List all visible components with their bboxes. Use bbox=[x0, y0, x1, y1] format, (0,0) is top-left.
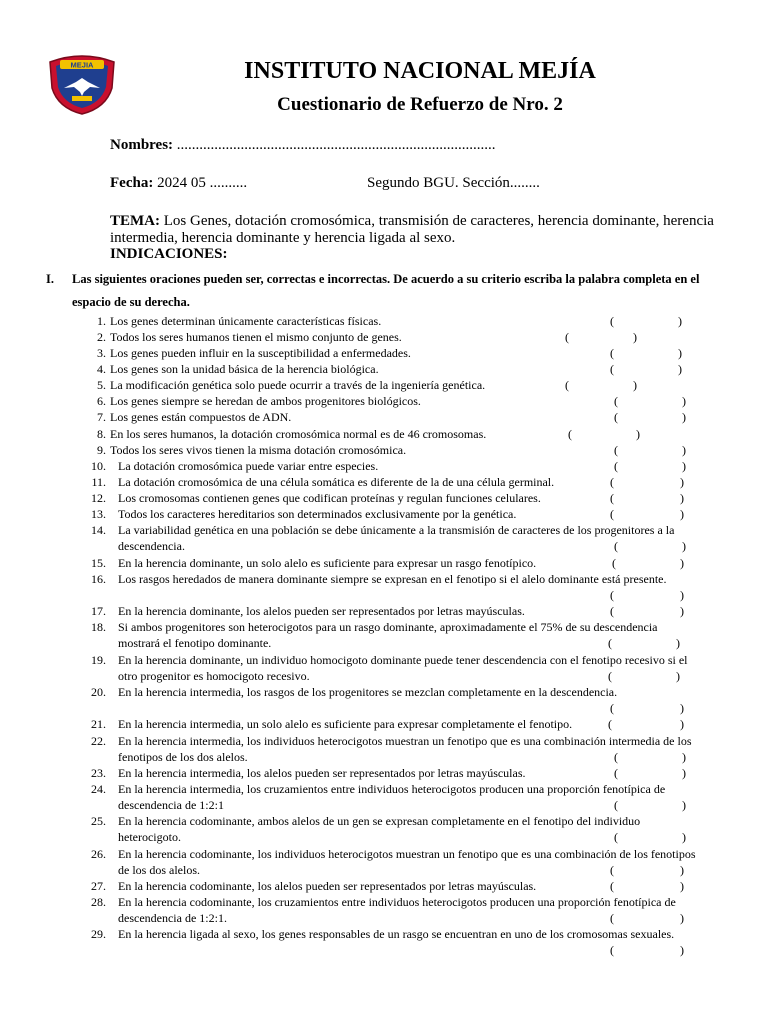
answer-close-paren: ) bbox=[682, 394, 686, 408]
answer-open-paren: ( bbox=[610, 588, 614, 602]
question-text: Los genes pueden influir en la susceptibilidad a enfermedades. bbox=[110, 346, 411, 360]
question-number: 20. bbox=[91, 685, 106, 699]
answer-close-paren: ) bbox=[682, 750, 686, 764]
answer-open-paren: ( bbox=[614, 410, 618, 424]
answer-close-paren: ) bbox=[680, 507, 684, 521]
answer-close-paren: ) bbox=[680, 879, 684, 893]
question-text: En la herencia codominante, ambos alelos de un gen se expresan completamente en el fenotipo del individuo heterocigoto. bbox=[118, 814, 641, 844]
question-item bbox=[78, 733, 698, 765]
question-text: En la herencia dominante, los alelos pueden ser representados por letras mayúsculas. bbox=[118, 604, 525, 618]
tema-label: TEMA: bbox=[110, 213, 160, 229]
answer-close-paren: ) bbox=[676, 669, 680, 683]
question-text: Los rasgos heredados de manera dominante siempre se expresan en el fenotipo si el alelo dominante está presente. bbox=[118, 572, 667, 586]
question-number: 8. bbox=[97, 427, 106, 441]
answer-open-paren: ( bbox=[612, 556, 616, 570]
question-number: 12. bbox=[91, 491, 106, 505]
answer-close-paren: ) bbox=[682, 766, 686, 780]
question-number: 29. bbox=[91, 927, 106, 941]
answer-close-paren: ) bbox=[676, 636, 680, 650]
question-text: La modificación genética solo puede ocurrir a través de la ingeniería genética. bbox=[110, 378, 486, 392]
question-item bbox=[78, 781, 698, 813]
answer-close-paren: ) bbox=[678, 346, 682, 360]
question-item bbox=[78, 716, 698, 732]
answer-open-paren: ( bbox=[608, 636, 612, 650]
question-number: 11. bbox=[91, 475, 106, 489]
question-item bbox=[78, 926, 698, 958]
question-text: La dotación cromosómica puede variar entre especies. bbox=[118, 459, 379, 473]
answer-open-paren: ( bbox=[614, 750, 618, 764]
question-text: Los genes determinan únicamente características físicas. bbox=[110, 314, 382, 328]
answer-close-paren: ) bbox=[636, 427, 640, 441]
answer-close-paren: ) bbox=[678, 362, 682, 376]
question-number: 16. bbox=[91, 572, 106, 586]
question-item bbox=[78, 878, 698, 894]
answer-open-paren: ( bbox=[610, 362, 614, 376]
answer-open-paren: ( bbox=[614, 798, 618, 812]
question-number: 27. bbox=[91, 879, 106, 893]
question-item bbox=[78, 442, 698, 458]
question-number: 28. bbox=[91, 895, 106, 909]
section-number: I. bbox=[46, 272, 54, 286]
answer-open-paren: ( bbox=[614, 539, 618, 553]
answer-open-paren: ( bbox=[565, 330, 569, 344]
question-text: En la herencia intermedia, un solo alelo es suficiente para expresar completamente el fenotipo. bbox=[118, 717, 573, 731]
institute-title: INSTITUTO NACIONAL MEJÍA bbox=[244, 58, 596, 84]
question-number: 4. bbox=[97, 362, 106, 376]
answer-close-paren: ) bbox=[682, 798, 686, 812]
answer-open-paren: ( bbox=[610, 701, 614, 715]
question-number: 10. bbox=[91, 459, 106, 473]
question-item bbox=[78, 555, 698, 571]
answer-open-paren: ( bbox=[610, 604, 614, 618]
question-text: Los genes siempre se heredan de ambos progenitores biológicos. bbox=[110, 394, 421, 408]
question-number: 9. bbox=[97, 443, 106, 457]
answer-open-paren: ( bbox=[608, 717, 612, 731]
fecha-line bbox=[110, 175, 247, 192]
nombres-value: ..................................................................................... bbox=[173, 137, 496, 153]
question-text: En la herencia intermedia, los cruzamientos entre individuos heterocigotos producen una proporción fenotípica de descendencia de 1:2:1 bbox=[118, 782, 666, 812]
question-text: Los cromosomas contienen genes que codifican proteínas y regulan funciones celulares. bbox=[118, 491, 541, 505]
answer-close-paren: ) bbox=[680, 717, 684, 731]
answer-open-paren: ( bbox=[568, 427, 572, 441]
answer-open-paren: ( bbox=[610, 475, 614, 489]
answer-close-paren: ) bbox=[680, 911, 684, 925]
question-text: En la herencia codominante, los cruzamientos entre individuos heterocigotos producen una proporción fenotípica de descendencia de 1:2:1. bbox=[118, 895, 676, 925]
question-item bbox=[78, 345, 698, 361]
question-item bbox=[78, 652, 698, 684]
question-number: 6. bbox=[97, 394, 106, 408]
question-number: 14. bbox=[91, 523, 106, 537]
answer-open-paren: ( bbox=[614, 394, 618, 408]
question-text: En la herencia intermedia, los alelos pueden ser representados por letras mayúsculas. bbox=[118, 766, 526, 780]
question-number: 21. bbox=[91, 717, 106, 731]
answer-close-paren: ) bbox=[682, 459, 686, 473]
question-item bbox=[78, 377, 698, 393]
question-text: Si ambos progenitores son heterocigotos para un rasgo dominante, aproximadamente el 75% de su descendencia mostrará el fenotipo dominante. bbox=[118, 620, 658, 650]
answer-open-paren: ( bbox=[610, 863, 614, 877]
answer-close-paren: ) bbox=[682, 539, 686, 553]
question-text: Todos los caracteres hereditarios son determinados exclusivamente por la genética. bbox=[118, 507, 517, 521]
question-item bbox=[78, 329, 698, 345]
question-number: 23. bbox=[91, 766, 106, 780]
question-number: 25. bbox=[91, 814, 106, 828]
question-text: En la herencia ligada al sexo, los genes responsables de un rasgo se encuentran en uno de los cromosomas sexuales. bbox=[118, 927, 675, 941]
question-item bbox=[78, 894, 698, 926]
question-item bbox=[78, 813, 698, 845]
question-text: La variabilidad genética en una población se debe únicamente a la transmisión de caracteres de los progenitores a la descendencia. bbox=[118, 523, 675, 553]
question-item bbox=[78, 846, 698, 878]
question-text: Los genes están compuestos de ADN. bbox=[110, 410, 292, 424]
question-number: 26. bbox=[91, 847, 106, 861]
question-number: 3. bbox=[97, 346, 106, 360]
logo-text: MEJIA bbox=[70, 60, 94, 70]
question-item bbox=[78, 619, 698, 651]
answer-close-paren: ) bbox=[678, 314, 682, 328]
answer-open-paren: ( bbox=[614, 443, 618, 457]
question-text: En la herencia intermedia, los individuos heterocigotos muestran un fenotipo que es una combinación intermedia de los fenotipos de los dos alelos. bbox=[118, 734, 692, 764]
fecha-value: 2024 05 .......... bbox=[153, 175, 248, 191]
question-item bbox=[78, 409, 698, 425]
question-number: 22. bbox=[91, 734, 106, 748]
tema-block bbox=[110, 213, 720, 247]
question-item bbox=[78, 426, 698, 442]
answer-open-paren: ( bbox=[614, 830, 618, 844]
question-text: Todos los seres humanos tienen el mismo conjunto de genes. bbox=[110, 330, 402, 344]
question-item bbox=[78, 313, 698, 329]
question-text: Los genes son la unidad básica de la herencia biológica. bbox=[110, 362, 379, 376]
question-number: 13. bbox=[91, 507, 106, 521]
answer-close-paren: ) bbox=[680, 943, 684, 957]
question-text: La dotación cromosómica de una célula somática es diferente de la de una célula germinal. bbox=[118, 475, 555, 489]
question-number: 15. bbox=[91, 556, 106, 570]
curso-value: Segundo BGU. Sección........ bbox=[367, 175, 540, 191]
answer-open-paren: ( bbox=[610, 491, 614, 505]
answer-open-paren: ( bbox=[610, 879, 614, 893]
answer-close-paren: ) bbox=[680, 491, 684, 505]
question-number: 18. bbox=[91, 620, 106, 634]
question-text: En la herencia dominante, un individuo homocigoto dominante puede tener descendencia con el fenotipo recesivo si el otro progenitor es homocigoto recesivo. bbox=[118, 653, 688, 683]
question-item bbox=[78, 571, 698, 603]
quiz-subtitle: Cuestionario de Refuerzo de Nro. 2 bbox=[277, 94, 563, 115]
question-item bbox=[78, 522, 698, 554]
answer-close-paren: ) bbox=[682, 410, 686, 424]
answer-close-paren: ) bbox=[680, 556, 684, 570]
nombres-line bbox=[110, 137, 496, 154]
tema-text: Los Genes, dotación cromosómica, transmisión de caracteres, herencia dominante, herencia intermedia, herencia dominante y herencia ligada al sexo. bbox=[110, 213, 714, 246]
question-item bbox=[78, 506, 698, 522]
question-number: 19. bbox=[91, 653, 106, 667]
question-item bbox=[78, 490, 698, 506]
answer-close-paren: ) bbox=[680, 604, 684, 618]
answer-close-paren: ) bbox=[680, 863, 684, 877]
question-number: 7. bbox=[97, 410, 106, 424]
question-item bbox=[78, 684, 698, 716]
question-text: En la herencia codominante, los alelos pueden ser representados por letras mayúsculas. bbox=[118, 879, 537, 893]
answer-close-paren: ) bbox=[633, 330, 637, 344]
answer-close-paren: ) bbox=[680, 588, 684, 602]
answer-open-paren: ( bbox=[610, 943, 614, 957]
question-text: Todos los seres vivos tienen la misma dotación cromosómica. bbox=[110, 443, 407, 457]
answer-open-paren: ( bbox=[610, 507, 614, 521]
indicaciones-label: INDICACIONES: bbox=[110, 246, 228, 262]
question-number: 5. bbox=[97, 378, 106, 392]
answer-open-paren: ( bbox=[610, 346, 614, 360]
answer-close-paren: ) bbox=[682, 830, 686, 844]
question-item bbox=[78, 765, 698, 781]
question-item bbox=[78, 458, 698, 474]
question-text: En la herencia intermedia, los rasgos de los progenitores se mezclan completamente en la descendencia. bbox=[118, 685, 618, 699]
question-text: En la herencia dominante, un solo alelo es suficiente para expresar un rasgo fenotípico. bbox=[118, 556, 537, 570]
fecha-label: Fecha: bbox=[110, 175, 154, 191]
question-item bbox=[78, 393, 698, 409]
nombres-label: Nombres: bbox=[110, 137, 174, 153]
answer-close-paren: ) bbox=[680, 701, 684, 715]
answer-close-paren: ) bbox=[680, 475, 684, 489]
answer-open-paren: ( bbox=[610, 314, 614, 328]
question-text: En los seres humanos, la dotación cromosómica normal es de 46 cromosomas. bbox=[110, 427, 487, 441]
question-number: 2. bbox=[97, 330, 106, 344]
answer-open-paren: ( bbox=[565, 378, 569, 392]
section-instruction: Las siguientes oraciones pueden ser, correctas e incorrectas. De acuerdo a su criterio escriba la palabra completa en el espacio de su derecha. bbox=[72, 272, 700, 309]
question-item bbox=[78, 361, 698, 377]
question-item bbox=[78, 603, 698, 619]
answer-open-paren: ( bbox=[608, 669, 612, 683]
answer-close-paren: ) bbox=[682, 443, 686, 457]
answer-open-paren: ( bbox=[614, 766, 618, 780]
answer-close-paren: ) bbox=[633, 378, 637, 392]
question-number: 24. bbox=[91, 782, 106, 796]
question-number: 1. bbox=[97, 314, 106, 328]
question-item bbox=[78, 474, 698, 490]
question-number: 17. bbox=[91, 604, 106, 618]
answer-open-paren: ( bbox=[610, 911, 614, 925]
answer-open-paren: ( bbox=[614, 459, 618, 473]
question-text: En la herencia codominante, los individuos heterocigotos muestran un fenotipo que es una combinación de los fenotipos de los dos alelos. bbox=[118, 847, 696, 877]
